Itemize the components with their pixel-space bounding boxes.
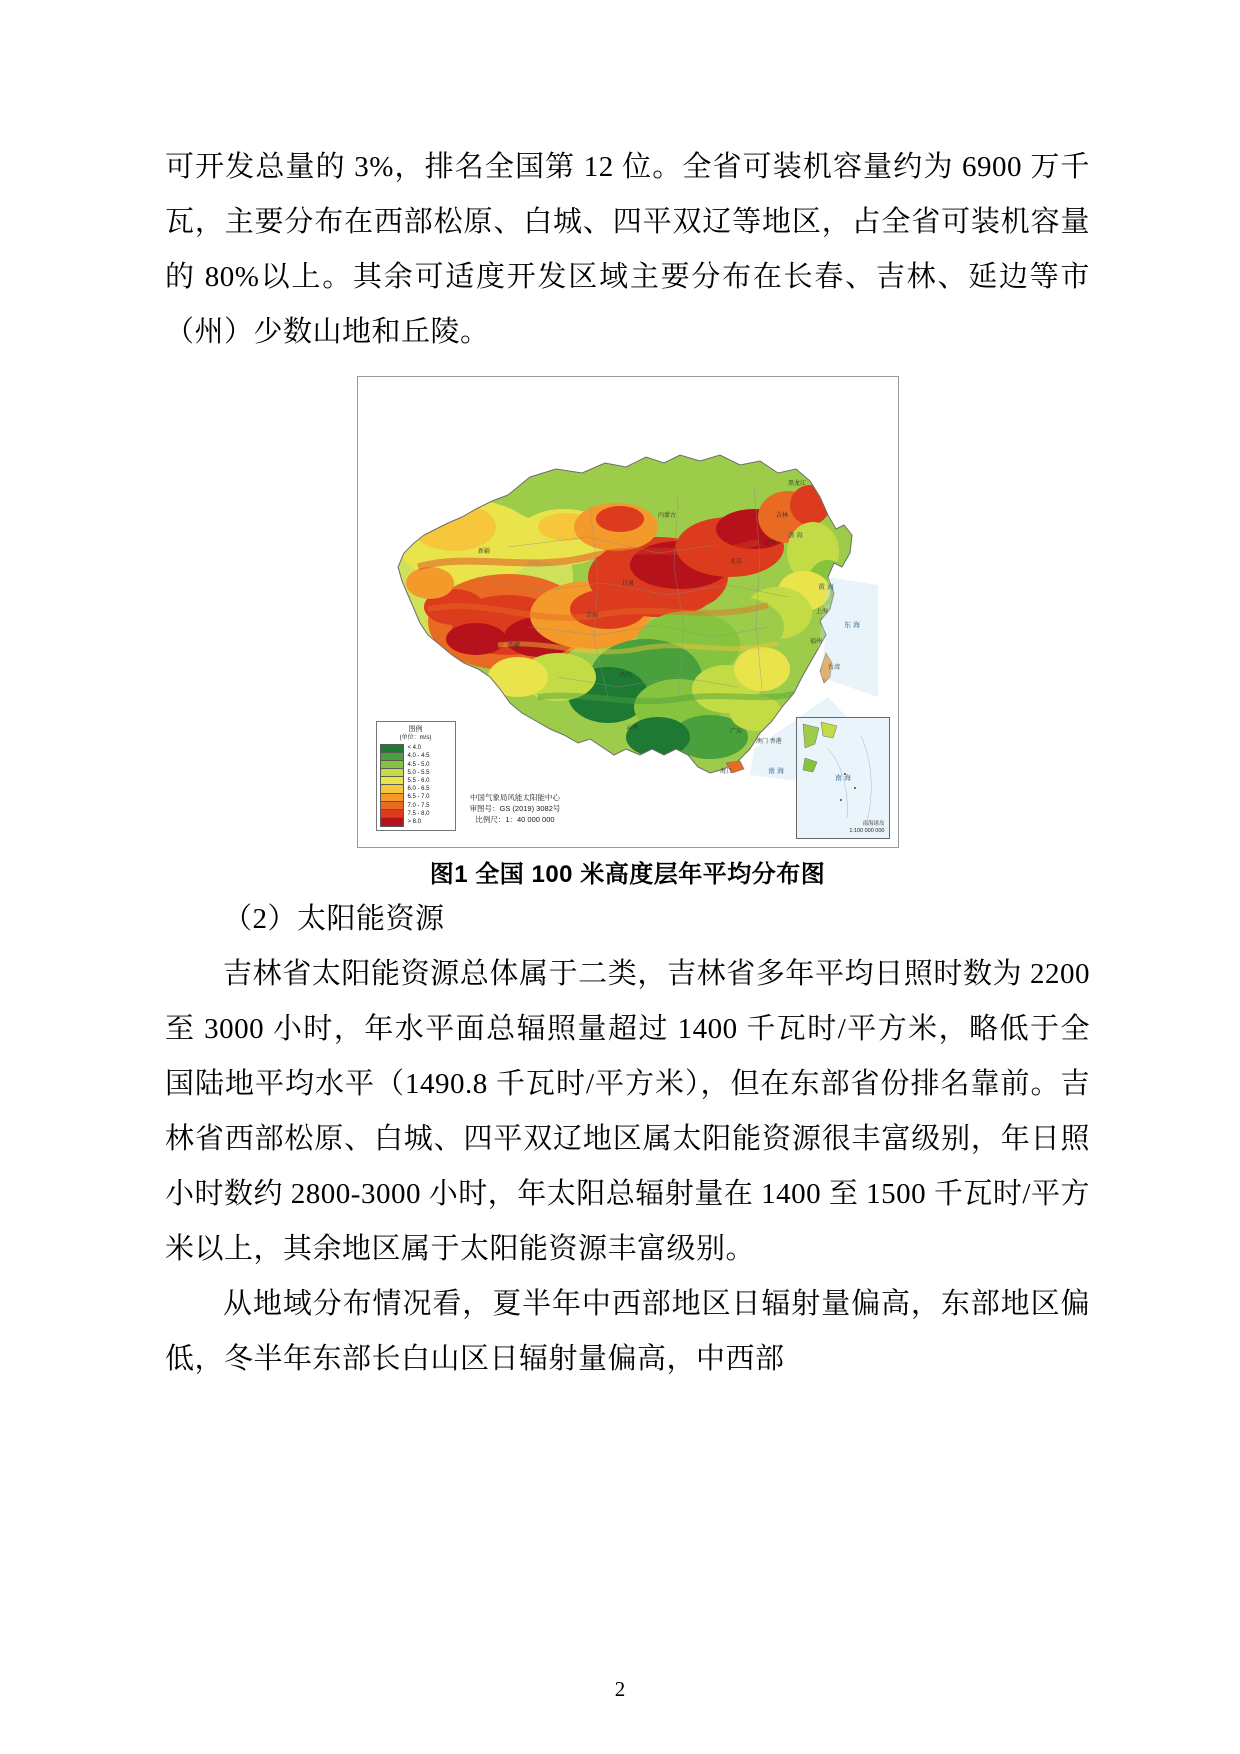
svg-text:吉林: 吉林: [775, 513, 788, 519]
svg-text:广东: 广东: [729, 729, 742, 735]
svg-text:四川: 四川: [619, 673, 632, 679]
svg-text:黑龙江: 黑龙江: [787, 481, 806, 487]
legend-unit: (单位：m/s): [399, 735, 432, 742]
svg-text:青海: 青海: [585, 613, 598, 619]
legend-label: 6.0 - 6.5: [407, 786, 430, 793]
legend-swatch: [380, 817, 404, 826]
svg-text:台湾: 台湾: [827, 665, 840, 671]
legend-label: 4.0 - 4.5: [407, 753, 430, 760]
legend-label: 5.5 - 6.0: [407, 777, 430, 784]
legend-label: 5.0 - 5.5: [407, 769, 430, 776]
inset-sea-label: 南 海: [834, 775, 851, 782]
legend-label: 4.5 - 5.0: [407, 761, 430, 768]
svg-text:黄 海: 黄 海: [817, 584, 834, 591]
legend-title: 图例: [408, 726, 423, 734]
inset-line: 1:100 000 000: [849, 828, 885, 834]
map-frame: [357, 376, 899, 848]
svg-text:甘肃: 甘肃: [621, 581, 634, 587]
source-line: 比例尺：1：40 000 000: [475, 815, 555, 824]
legend-row: [380, 818, 452, 826]
svg-text:福州: 福州: [809, 639, 822, 645]
svg-text:渤 海: 渤 海: [787, 532, 803, 539]
svg-text:新疆: 新疆: [477, 549, 490, 555]
paragraph-regional-distribution: 从地域分布情况看，夏半年中西部地区日辐射量偏高，东部地区偏低，冬半年东部长白山区日辐射量偏高，中西部: [165, 1288, 1090, 1375]
legend-label: < 4.0: [407, 745, 422, 752]
svg-text:南 海: 南 海: [767, 768, 784, 775]
paragraph-solar-resource: 吉林省太阳能资源总体属于二类，吉林省多年平均日照时数为 2200 至 3000 小时，年水平面总辐照量超过 1400 千瓦时/平方米，略低于全国陆地平均水平（1490.8 千瓦时/平方米），但在东部省份排名靠前。吉林省西部松原、白城、四平双辽地区属太阳能资源很丰富级别，年日照小时数约 2800-3000 小时，年太阳总辐射量在 1400 至 1500 千瓦时/平方米以上，其余地区属于太阳能资源丰富级别。: [165, 958, 1090, 1265]
svg-text:澳门 香港: 澳门 香港: [755, 739, 782, 745]
svg-text:东 海: 东 海: [843, 622, 860, 629]
inset-line: 南海诸岛: [862, 821, 885, 827]
paragraph-intro: 可开发总量的 3%，排名全国第 12 位。全省可装机容量约为 6900 万千瓦，主要分布在西部松原、白城、四平双辽等地区，占全省可装机容量的 80%以上。其余可适度开发区域主要分布在长春、吉林、延边等市（州）少数山地和丘陵。: [165, 151, 1090, 348]
legend-label: 7.0 - 7.5: [407, 802, 430, 809]
svg-text:北京: 北京: [729, 559, 742, 565]
svg-text:海口: 海口: [719, 769, 732, 775]
source-line: 中国气象局风能太阳能中心: [469, 793, 560, 802]
svg-text:内蒙古: 内蒙古: [657, 513, 676, 519]
source-line: 审图号：GS (2019) 3082号: [469, 804, 561, 813]
map-legend: [376, 721, 456, 831]
figure-caption: 图1 全国 100 米高度层年平均分布图: [429, 861, 826, 888]
south-sea-inset: [796, 717, 890, 839]
legend-label: > 8.0: [407, 818, 422, 825]
legend-label: 7.5 - 8.0: [407, 810, 430, 817]
page-number: 2: [614, 1677, 626, 1701]
section-heading: （2）太阳能资源: [223, 903, 445, 935]
inset-map-svg: [797, 718, 889, 838]
svg-text:上海: 上海: [815, 609, 828, 615]
svg-text:云南: 云南: [625, 725, 638, 731]
inset-scale-label: [849, 821, 884, 835]
svg-text:西藏: 西藏: [507, 643, 520, 649]
legend-label: 6.5 - 7.0: [407, 794, 430, 801]
map-source-note: [470, 792, 561, 825]
figure-wind-map: [165, 376, 1090, 892]
svg-text:辽宁: 辽宁: [763, 541, 776, 547]
